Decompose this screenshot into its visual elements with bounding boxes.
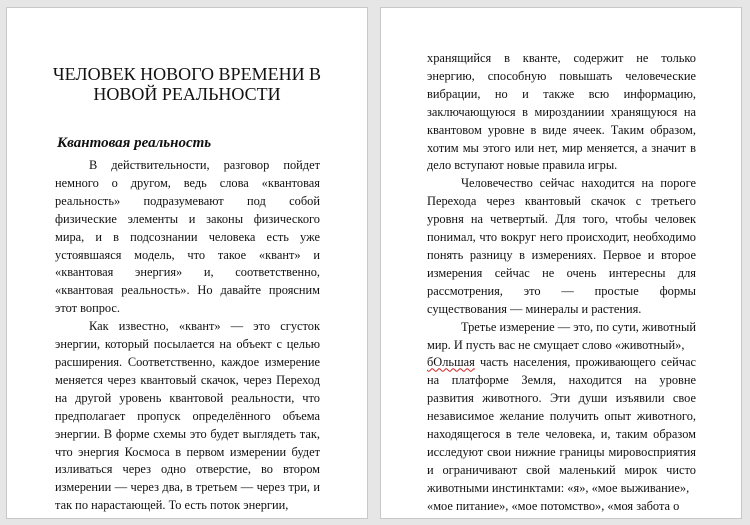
paragraph: Человечество сейчас находится на пороге Перехода через квантовый скачок с третьего уровня на четвертый. Для того, чтобы человек понимал, что вокруг него происходит, необходимо понять разницу в измерениях. Первое и второе измерения сейчас не очень интересны для рассмотрения, это — простые формы существования — минералы и растения. [427, 176, 696, 316]
paragraph: В действительности, разговор пойдет немного о другом, ведь слова «квантовая реальность» подразумевают под собой физические элементы и законы физического мира, и в подсознании человека есть уже устоявшаяся модель, что такое «квант» и «квантовая энергия» и, соответственно, «квантовая реальность». Но давайте проясним этот вопрос. [55, 158, 320, 316]
document-title: ЧЕЛОВЕК НОВОГО ВРЕМЕНИ В НОВОЙ РЕАЛЬНОСТИ [52, 64, 322, 104]
document-page-right [380, 7, 742, 519]
paragraph-text: часть населения, проживающего сейчас на платформе Земля, находится на уровне развития животного. Эти души изъявили свое независимое желание получить опыт животного, находящегося в теле человека, и, таким образом исследуют свои нижние границы мировосприятия и ограничивают свой маленький мирок чисто животными инстинктами: «я», «мое выживание», [427, 355, 696, 495]
right-page-body [427, 50, 696, 516]
misspelled-word[interactable]: бОльшая [427, 355, 475, 370]
paragraph-continued: хранящийся в кванте, содержит не только энергию, способную повышать человеческие вибрации, но и также всю информацию, заключающуюся в мирозданиии хранящуюся на квантовом уровне в виде ячеек. Таким образом, хотим мы этого или нет, мир меняется, а значит в дело вступают новые правила игры. [427, 51, 696, 173]
left-page-body [55, 157, 320, 515]
paragraph-text: Третье измерение — это, по сути, животный мир. И пусть вас не смущает слово «животный», [427, 319, 696, 352]
document-page-left [6, 7, 368, 519]
section-subtitle: Квантовая реальность [57, 135, 212, 151]
paragraph-continued: «мое питание», «мое потомство», «моя забота о [427, 498, 680, 513]
paragraph: Как известно, «квант» — это сгусток энергии, который посылается на объект с целью расширения. Соответственно, каждое измерение меняется через квантовый скачок, через Переход на другой уровень квантовой реальности, что предполагает пропуск определённого объема энергии. В форме схемы это будет выглядеть так, что энергия Космоса в первом измерении будет изливаться через одно отверстие, во втором измерении — через два, в третьем — через три, и так по нарастающей. То есть поток энергии, [55, 319, 320, 513]
paragraph [427, 319, 696, 498]
